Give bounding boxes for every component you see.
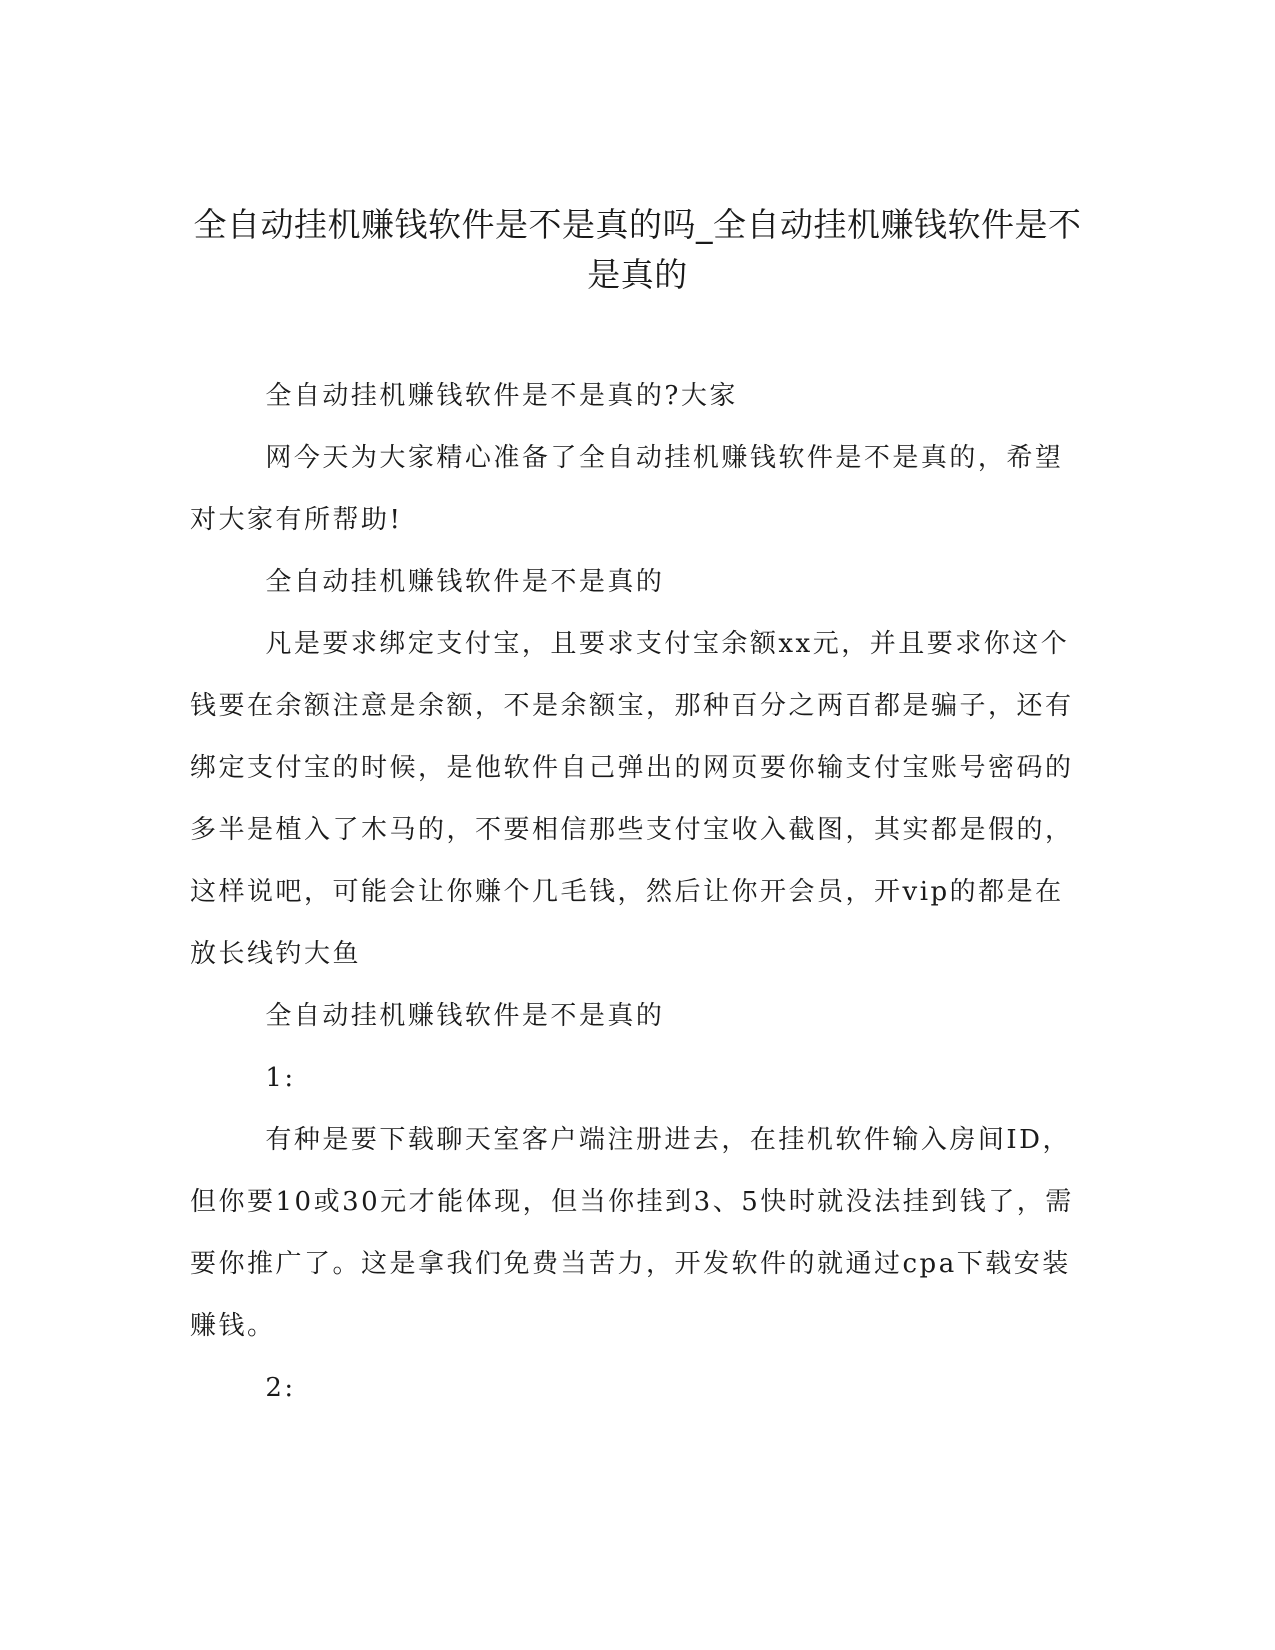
- paragraph-alipay-warning: 凡是要求绑定支付宝，且要求支付宝余额xx元，并且要求你这个钱要在余额注意是余额，不是余额宝，那种百分之两百都是骗子，还有绑定支付宝的时候，是他软件自己弹出的网页要你输支付宝账号密码的多半是植入了木马的，不要相信那些支付宝收入截图，其实都是假的，这样说吧，可能会让你赚个几毛钱，然后让你开会员，开vip的都是在放长线钓大鱼: [190, 629, 1074, 969]
- section-heading: 全自动挂机赚钱软件是不是真的: [265, 567, 665, 597]
- document-title: 全自动挂机赚钱软件是不是真的吗_全自动挂机赚钱软件是不是真的: [193, 205, 1082, 294]
- list-number: 2:: [265, 1373, 296, 1403]
- paragraph-chatroom: 有种是要下载聊天室客户端注册进去，在挂机软件输入房间ID，但你要10或30元才能体现，但当你挂到3、5快时就没法挂到钱了，需要你推广了。这是拿我们免费当苦力，开发软件的就通过cpa下载安装赚钱。: [190, 1125, 1074, 1341]
- paragraph-intro: 全自动挂机赚钱软件是不是真的?大家: [265, 381, 738, 411]
- section-heading: 全自动挂机赚钱软件是不是真的: [265, 1001, 665, 1031]
- paragraph-greeting: 网今天为大家精心准备了全自动挂机赚钱软件是不是真的，希望对大家有所帮助!: [190, 443, 1064, 535]
- document-body: [190, 365, 1082, 1419]
- list-number: 1:: [265, 1063, 296, 1093]
